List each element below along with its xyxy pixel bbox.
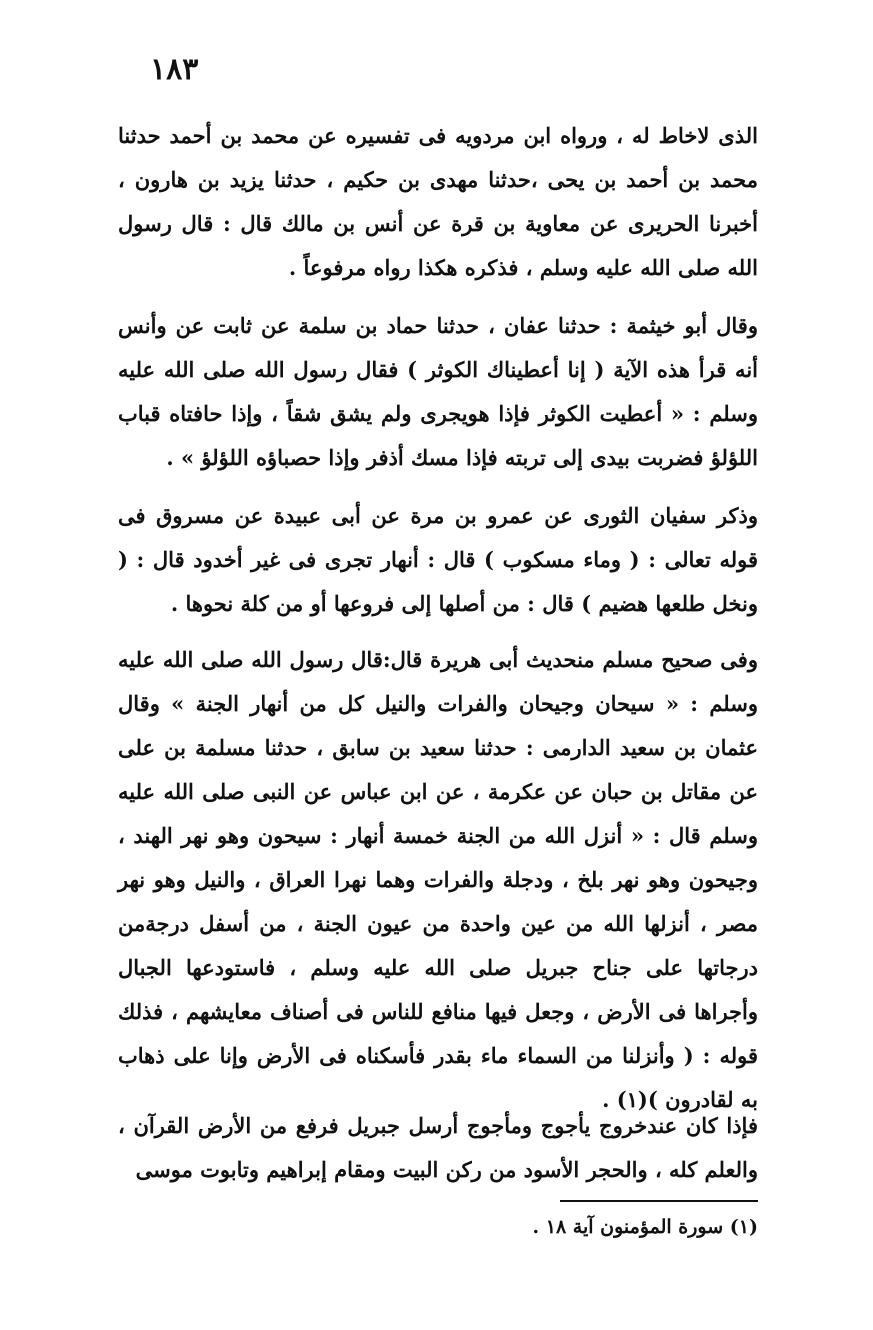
paragraph-text: وذكر سفيان الثورى عن عمرو بن مرة عن أبى عبيدة عن مسروق فى قوله تعالى : ( وماء مسكوب ) قال : أنهار تجرى فى غير أخدود قال : ( ونخل طلعها هضيم ) قال : من أصلها إلى فروعها أو من كلة نحوها .	[118, 503, 758, 616]
paragraph-3	[118, 494, 758, 626]
paragraph-5	[118, 1104, 758, 1192]
footnote: (١) سورة المؤمنون آية ١٨ .	[532, 1216, 758, 1238]
paragraph-text: وقال أبو خيثمة : حدثنا عفان ، حدثنا حماد بن سلمة عن ثابت عن وأنس أنه قرأ هذه الآية ( إنا أعطيناك الكوثر ) فقال رسول الله صلى الله عليه وسلم : « أعطيت الكوثر فإذا هويجرى ولم يشق شقاً ، وإذا حافتاه قباب اللؤلؤ فضربت بيدى إلى تربته فإذا مسك أذفر وإذا حصباؤه اللؤلؤ » .	[118, 313, 758, 470]
paragraph-text: الذى لاخاط له ، ورواه ابن مردويه فى تفسيره عن محمد بن أحمد حدثنا محمد بن أحمد بن يحى ،حدثنا مهدى بن حكيم ، حدثنا يزيد بن هارون ، أخبرنا الحريرى عن معاوية بن قرة عن أنس بن مالك قال : قال رسول الله صلى الله عليه وسلم ، فذكره هكذا رواه مرفوعاً .	[118, 123, 758, 280]
footnote-divider	[560, 1200, 758, 1202]
paragraph-2	[118, 304, 758, 480]
paragraph-1	[118, 114, 758, 290]
paragraph-4	[118, 638, 758, 1122]
page-number: ١٨٣	[150, 52, 199, 87]
paragraph-text: وفى صحيح مسلم منحديث أبى هريرة قال:قال رسول الله صلى الله عليه وسلم : « سيحان وجيحان والفرات والنيل كل من أنهار الجنة » وقال عثمان بن سعيد الدارمى : حدثنا سعيد بن سابق ، حدثنا مسلمة بن على عن مقاتل بن حبان عن عكرمة ، عن ابن عباس عن النبى صلى الله عليه وسلم قال : « أنزل الله من الجنة خمسة أنهار : سيحون وهو نهر الهند ، وجيحون وهو نهر بلخ ، ودجلة والفرات وهما نهرا العراق ، والنيل وهو نهر مصر ، أنزلها الله من عين واحدة من عيون الجنة ، من أسفل درجةمن درجاتها على جناح جبريل صلى الله عليه وسلم ، فاستودعها الجبال وأجراها فى الأرض ، وجعل فيها منافع للناس فى أصناف معايشهم ، فذلك قوله : ( وأنزلنا من السماء ماء بقدر فأسكناه فى الأرض وإنا على ذهاب به لقادرون )(١) .	[118, 647, 758, 1112]
paragraph-text: فإذا كان عندخروج يأجوج ومأجوج أرسل جبريل فرفع من الأرض القرآن ، والعلم كله ، والحجر الأسود من ركن البيت ومقام إبراهيم وتابوت موسى	[118, 1113, 758, 1182]
